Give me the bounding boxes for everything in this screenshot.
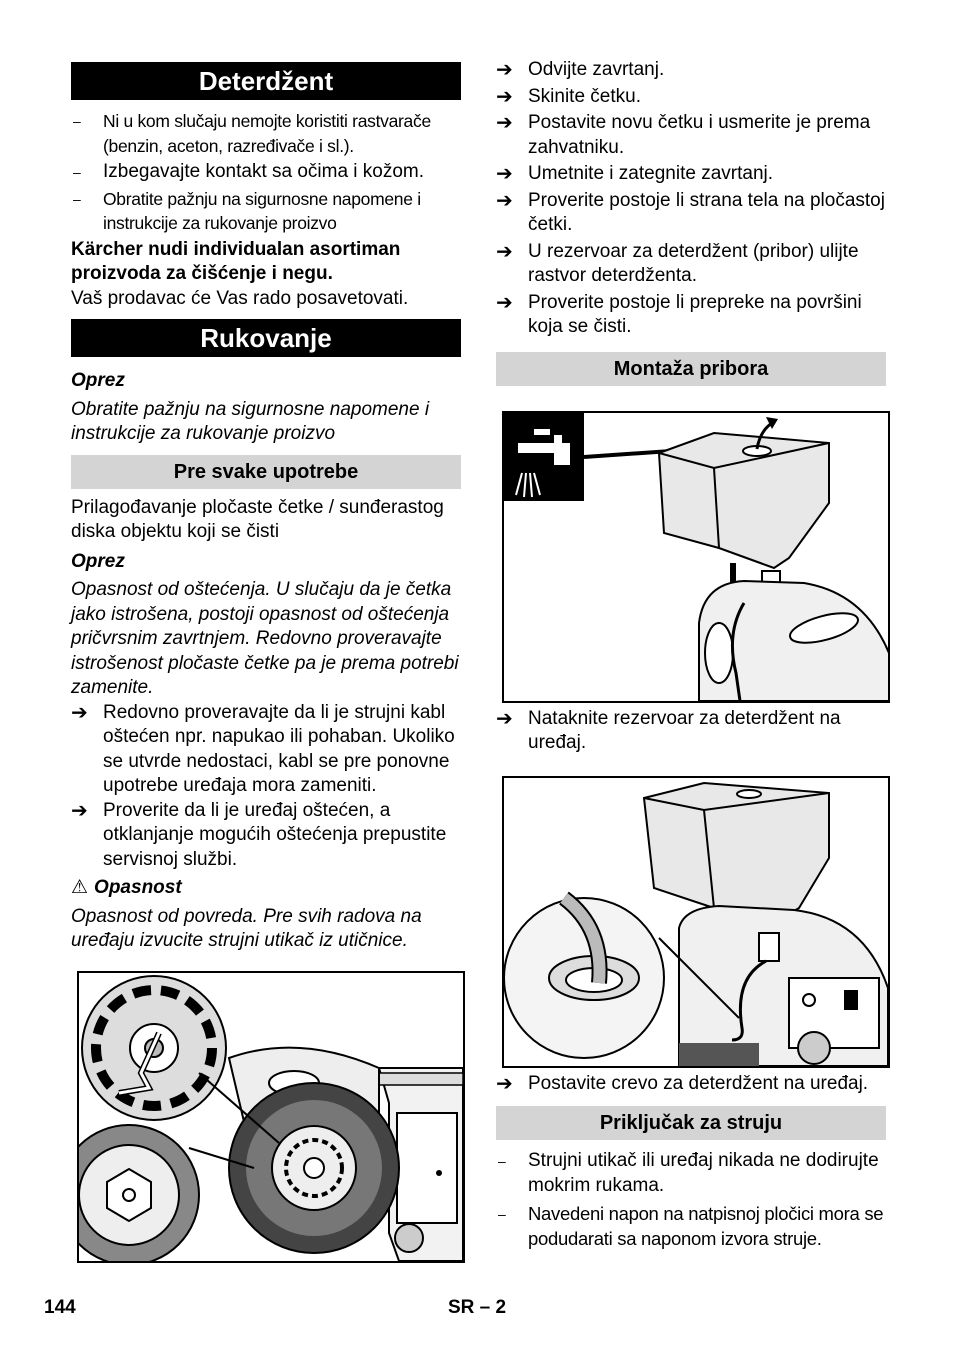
arrow-icon: ➔	[496, 707, 513, 730]
power-list	[496, 1149, 886, 1251]
list-item: ➔ Proverite da li je uređaj oštećen, a otklanjanje mogućih oštećenja prepustite servisnoj službi.	[71, 799, 447, 870]
list-item: ➔ Proverite postoje li prepreke na površini koja se čisti.	[496, 291, 862, 337]
list-item: ➔ Odvijte zavrtanj.	[496, 59, 665, 81]
section-label: SR – 2	[448, 1297, 507, 1318]
list-item: – Ni u kom slučaju nemojte koristiti rastvarače (benzin, aceton, razređivače i sl.).	[73, 111, 431, 156]
right-column	[496, 58, 886, 1251]
list-item: – Navedeni napon na natpisnoj pločici mora se podudarati sa naponom izvora struje.	[498, 1203, 884, 1249]
list-item: ➔ Redovno proveravajte da li je strujni kabl oštećen npr. napukao ili pohaban. Ukoliko se utvrde nedostaci, kabl se pre ponovne upotrebe uređaja mora zameniti.	[71, 701, 455, 796]
dash-icon: –	[498, 1206, 506, 1222]
dash-icon: –	[498, 1153, 506, 1169]
detergent-note: Vaš prodavac će Vas rado posavetovati.	[71, 287, 409, 309]
tank-mounting-illustration	[502, 411, 890, 703]
power-heading: Priključak za struju	[496, 1106, 886, 1140]
before-use-steps	[71, 701, 461, 873]
arrow-icon: ➔	[496, 163, 513, 185]
list-item: – Izbegavajte kontakt sa očima i kožom.	[71, 160, 461, 185]
dash-icon: –	[73, 164, 81, 180]
caution-text: Opasnost od oštećenja. U slučaju da je četka jako istrošena, postoji opasnost od oštećenja pričvrsnim zavrtnjem. Redovno proveravajte istrošenost pločaste četke pa je prema potrebi zamenite.	[71, 579, 459, 698]
warning-icon: ⚠	[71, 877, 89, 898]
caution-label: Oprez	[71, 550, 125, 572]
list-item: ➔ Skinite četku.	[496, 85, 641, 108]
list-item: ➔ Nataknite rezervoar za deterdžent na uređaj.	[496, 707, 841, 753]
danger-label: ⚠ Opasnost	[71, 877, 182, 898]
detergent-bold-note: Kärcher nudi individualan asortiman proizvoda za čišćenje i negu.	[71, 238, 401, 284]
dash-icon: –	[73, 190, 81, 207]
arrow-icon: ➔	[71, 701, 88, 724]
list-item: ➔ Postavite novu četku i usmerite je prema zahvatniku.	[496, 112, 871, 158]
arrow-icon: ➔	[496, 189, 513, 212]
accessory-heading: Montaža pribora	[496, 352, 886, 386]
detergent-heading: Deterdžent	[71, 62, 461, 100]
arrow-icon: ➔	[496, 240, 513, 263]
brush-replacement-illustration	[77, 971, 465, 1263]
list-item: – Obratite pažnju na sigurnosne napomene i instrukcije za rukovanje proizvo	[73, 188, 421, 233]
brush-steps	[496, 58, 886, 340]
before-use-intro: Prilagođavanje pločaste četke / sunđerastog diska objektu koji se čisti	[71, 496, 444, 542]
caution-text: Obratite pažnju na sigurnosne napomene i instrukcije za rukovanje proizvo	[71, 398, 430, 444]
arrow-icon: ➔	[496, 59, 513, 81]
arrow-icon: ➔	[496, 85, 513, 108]
handling-heading: Rukovanje	[71, 319, 461, 357]
list-item: – Strujni utikač ili uređaj nikada ne dodirujte mokrim rukama.	[498, 1150, 879, 1196]
before-use-heading: Pre svake upotrebe	[71, 455, 461, 489]
list-item: ➔ Postavite crevo za deterdžent na uređaj.	[496, 1072, 869, 1095]
list-item: ➔ Umetnite i zategnite zavrtanj.	[496, 163, 774, 185]
accessory-step-2	[496, 1072, 886, 1097]
caution-label: Oprez	[71, 370, 125, 391]
dash-icon: –	[73, 113, 81, 129]
arrow-icon: ➔	[496, 291, 513, 314]
page-number: 144	[44, 1297, 76, 1318]
arrow-icon: ➔	[71, 799, 88, 822]
list-item: ➔ U rezervoar za deterdžent (pribor) ulijte rastvor deterdženta.	[496, 240, 859, 286]
hose-mounting-illustration	[502, 776, 890, 1068]
danger-text: Opasnost od povreda. Pre svih radova na uređaju izvucite strujni utikač iz utičnice.	[71, 905, 422, 951]
accessory-step-1	[496, 707, 886, 756]
left-column	[71, 62, 461, 1263]
arrow-icon: ➔	[496, 1072, 513, 1095]
detergent-list	[71, 109, 461, 236]
arrow-icon: ➔	[496, 112, 513, 134]
list-item: ➔ Proverite postoje li strana tela na pločastoj četki.	[496, 189, 885, 235]
